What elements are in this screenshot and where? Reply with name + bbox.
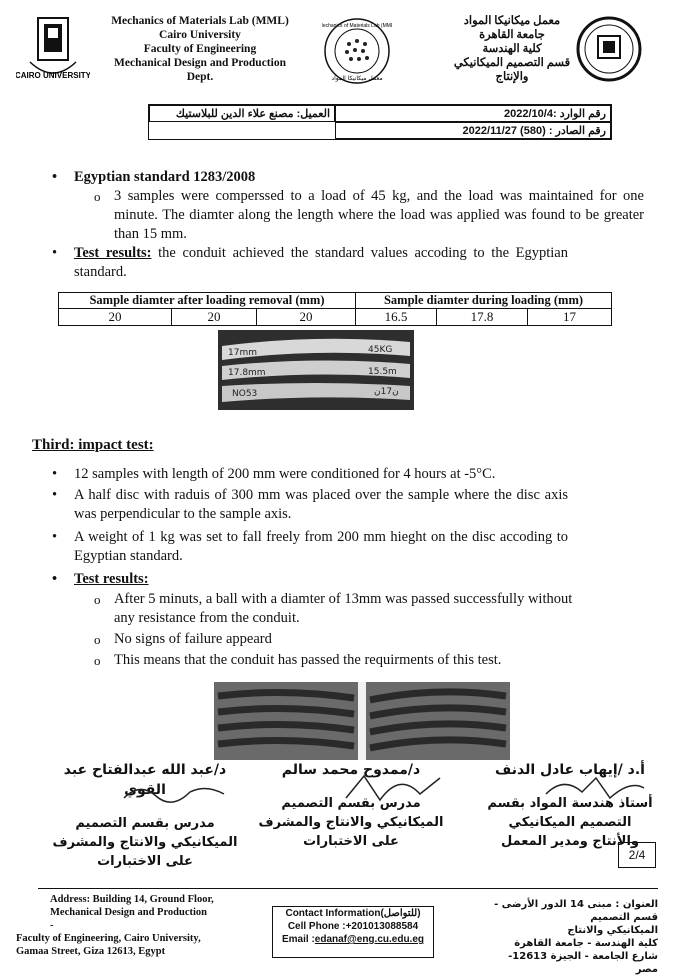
header-ar-department: قسم التصميم الميكانيكي	[453, 57, 571, 69]
signatory-name: د/ممدوح محمد سالم	[281, 762, 421, 778]
impact-item: • A half disc with raduis of 300 mm was placed over the sample where the disc axis was perpendicular to the sample axis.	[74, 486, 568, 524]
header-ar-lab: معمل ميكانيكا المواد	[463, 15, 561, 27]
header-university: Cairo University	[159, 29, 241, 41]
impact-result-item: o After 5 minuts, a ball with a diamter of 13mm was passed successfully without any resistance from the conduit.	[114, 590, 574, 628]
contact-title: Contact Information(للتواصل)	[285, 908, 421, 919]
contact-phone[interactable]: Cell Phone :+201013088584	[287, 921, 419, 932]
footer-address-line: -	[50, 920, 54, 931]
header-english	[100, 14, 300, 84]
photo-label: 15.5m	[368, 367, 397, 377]
photo-label: 17.8mm	[228, 368, 266, 378]
standard-heading: • Egyptian standard 1283/2008	[74, 168, 255, 187]
footer-ar-line: الميكانيكي والانتاج	[567, 925, 658, 936]
photo-label: ن17ن	[374, 387, 399, 397]
footer-address-line: Gamaa Street, Giza 12613, Egypt	[16, 946, 166, 957]
footer-address-english	[50, 893, 250, 932]
cairo-university-logo	[16, 12, 90, 86]
table-header-during: Sample diamter during loading (mm)	[356, 293, 612, 309]
table-cell: 16.5	[356, 309, 437, 326]
page-number: 2/4	[618, 842, 656, 868]
contact-email	[273, 933, 433, 946]
compression-samples-photo	[218, 330, 414, 410]
signature-scribble	[540, 770, 650, 806]
incoming-number: رقم الوارد :2022/10/4	[335, 105, 611, 122]
contact-email-label: Email :	[281, 934, 315, 945]
header-ar-faculty: كلية الهندسة	[482, 43, 542, 55]
table-cell: 17.8	[437, 309, 528, 326]
photo-label: 17mm	[228, 348, 257, 358]
header-department: Mechanical Design and Production	[114, 57, 286, 69]
table-cell: 20	[257, 309, 356, 326]
footer-address-line: Mechanical Design and Production	[50, 907, 208, 918]
signature-block-3	[46, 760, 244, 871]
photo-label: 45KG	[368, 345, 393, 355]
footer-address-line: Address: Building 14, Ground Floor,	[50, 894, 214, 905]
impact-samples-photo	[214, 682, 510, 760]
footer-ar-line: شارع الجامعة - الجيزة 12613- مصر	[508, 951, 658, 975]
client-name: العميل: مصنع علاء الدين للبلاستيك	[149, 105, 335, 122]
outgoing-number: رقم الصادر : (580) 2022/11/27	[335, 122, 611, 139]
signatory-title: مدرس بقسم التصميم الميكانيكي والانتاج والمشرف على الاختبارات	[52, 816, 238, 869]
footer-address-arabic	[488, 898, 658, 976]
header-arabic	[452, 14, 572, 84]
impact-item: • 12 samples with length of 200 mm were conditioned for 4 hours at -5°C.	[74, 465, 568, 484]
signatory-name: د/عبد الله عبدالفتاح عبد القوي	[63, 762, 227, 798]
photo-label: NO53	[232, 389, 258, 399]
header-ar-production: والإنتاج	[495, 71, 529, 83]
signatory-title: أستاذ هندسة المواد بقسم التصميم الميكانيكي والأنتاج ومدير المعمل	[487, 796, 653, 849]
footer-address-english-2	[16, 932, 266, 958]
signatory-name: أ.د /إيهاب عادل الدنف	[495, 762, 645, 778]
faculty-engineering-logo	[574, 14, 644, 84]
results-table	[58, 292, 612, 326]
impact-item: • A weight of 1 kg was set to fall freely from 200 mm hieght on the disc accoding to Egyptian standard.	[74, 528, 568, 566]
signatory-title: مدرس بقسم التصميم الميكانيكي والانتاج والمشرف على الاختبارات	[258, 796, 444, 849]
impact-heading: Third: impact test:	[32, 437, 154, 453]
header-faculty: Faculty of Engineering	[143, 43, 257, 55]
logo-left-text: CAIRO UNIVERSITY	[16, 71, 90, 80]
impact-result-item: o No signs of failure appeard	[114, 630, 574, 649]
standard-results	[74, 244, 568, 282]
table-cell: 20	[172, 309, 257, 326]
contact-box	[272, 906, 434, 958]
reference-box	[148, 104, 612, 140]
lab-seal-text: Mechanics of Materials Lab (MML)	[322, 23, 392, 29]
footer-address-line: Faculty of Engineering, Cairo University,	[16, 933, 201, 944]
table-cell: 20	[59, 309, 172, 326]
table-header-after: Sample diamter after loading removal (mm)	[59, 293, 356, 309]
header-ar-university: جامعة القاهرة	[479, 29, 545, 41]
standard-sub-item: o 3 samples were comperssed to a load of 45 kg, and the load was maintained for one minute. The diamter along the length where the load was applied was found to be greater than 15 mm.	[114, 187, 644, 244]
footer-ar-line: العنوان : مبنى 14 الدور الأرضى - قسم التصميم	[494, 899, 658, 923]
signature-scribble	[120, 778, 230, 808]
impact-results-label: • Test results:	[74, 570, 149, 589]
contact-email-link[interactable]: edanaf@eng.cu.edu.eg	[314, 934, 424, 945]
impact-result-item: o This means that the conduit has passed the requirments of this test.	[114, 651, 574, 670]
footer-ar-line: كلية الهندسة - جامعة القاهرة	[514, 938, 658, 949]
signature-scribble	[340, 768, 460, 808]
standard-results-label: Test results:	[74, 245, 152, 261]
standard-results-text: the conduit achieved the standard values accoding to the Egyptian standard.	[74, 245, 568, 280]
header-lab-name: Mechanics of Materials Lab (MML)	[111, 15, 289, 27]
lab-seal-logo	[322, 16, 392, 86]
table-cell: 17	[528, 309, 612, 326]
header-dept: Dept.	[186, 71, 214, 83]
lab-seal-arabic: معمل ميكانيكا المواد	[331, 75, 383, 82]
footer-divider	[38, 888, 658, 889]
